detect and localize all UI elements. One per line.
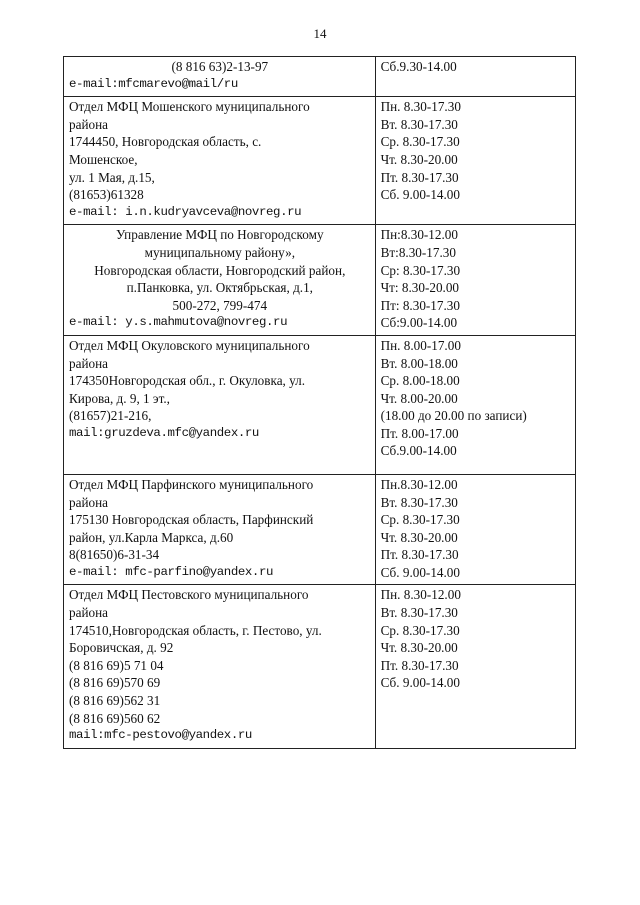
hours-line: (18.00 до 20.00 по записи) (380, 408, 527, 424)
office-line: 500-272, 799-474 (172, 297, 268, 313)
hours-line: Ср: 8.30-17.30 (380, 262, 461, 278)
office-line: (81657)21-216, (69, 408, 152, 424)
working-hours-cell (375, 57, 575, 97)
office-line: Кирова, д. 9, 1 эт., (69, 390, 170, 406)
hours-line: Чт. 8.30-20.00 (380, 529, 458, 545)
hours-line: Пн:8.30-12.00 (380, 227, 458, 243)
office-line: (8 816 69)570 69 (69, 675, 161, 691)
hours-line: Вт. 8.30-17.30 (380, 605, 458, 621)
page-number: 14 (313, 26, 327, 41)
hours-line: Вт. 8.00-18.00 (380, 355, 458, 371)
hours-line: Чт. 8.00-20.00 (380, 390, 458, 406)
hours-line: Вт:8.30-17.30 (380, 244, 456, 260)
hours-line: Ср. 8.00-18.00 (380, 373, 460, 389)
working-hours-cell (375, 474, 575, 585)
office-line: e-mail: i.n.kudryavceva@novreg.ru (69, 204, 302, 219)
office-line: Отдел МФЦ Парфинского муниципального (69, 476, 314, 492)
office-line: Отдел МФЦ Окуловского муниципального (69, 337, 310, 353)
office-line: район, ул.Карла Маркса, д.60 (69, 529, 234, 545)
office-contact-cell (64, 57, 376, 97)
office-line: 8(81650)6-31-34 (69, 547, 160, 563)
office-line: e-mail: mfc-parfino@yandex.ru (69, 564, 274, 579)
office-line: района (69, 494, 109, 510)
office-line: 175130 Новгородская область, Парфинский (69, 512, 314, 528)
hours-line: Чт. 8.30-20.00 (380, 640, 458, 656)
hours-line: Чт: 8.30-20.00 (380, 280, 460, 296)
table-row (64, 97, 576, 225)
office-line: mail:gruzdeva.mfc@yandex.ru (69, 425, 259, 440)
hours-line: Пт. 8.00-17.00 (380, 425, 459, 441)
office-contact-cell (64, 97, 376, 225)
office-line: муниципальному району», (144, 244, 295, 260)
office-line: района (69, 116, 109, 132)
hours-line: Пт. 8.30-17.30 (380, 169, 459, 185)
hours-line: Пт. 8.30-17.30 (380, 547, 459, 563)
office-line: Отдел МФЦ Пестовского муниципального (69, 587, 309, 603)
office-line: 1744450, Новгородская область, с. (69, 134, 262, 150)
working-hours-cell (375, 97, 575, 225)
office-line: (8 816 69)5 71 04 (69, 657, 164, 673)
hours-line: Сб. 9.00-14.00 (380, 564, 460, 580)
hours-line: Ср. 8.30-17.30 (380, 134, 460, 150)
office-line: mail:mfc-pestovo@yandex.ru (69, 728, 252, 743)
office-contact-cell (64, 585, 376, 748)
office-contact-cell (64, 335, 376, 474)
office-line: Боровичская, д. 92 (69, 640, 174, 656)
office-line: п.Панковка, ул. Октябрьская, д.1, (126, 280, 313, 296)
office-line: (8 816 63)2-13-97 (171, 59, 269, 74)
hours-line: Сб. 9.00-14.00 (380, 675, 460, 691)
hours-line: Сб:9.00-14.00 (380, 315, 458, 331)
hours-line: Пн. 8.30-17.30 (380, 99, 461, 115)
office-line: 174350Новгородская обл., г. Окуловка, ул. (69, 373, 306, 389)
hours-line: Вт. 8.30-17.30 (380, 116, 458, 132)
office-line: e-mail: y.s.mahmutova@novreg.ru (69, 315, 288, 330)
hours-line: Сб. 9.00-14.00 (380, 187, 460, 203)
table-row (64, 474, 576, 585)
hours-line: Сб.9.00-14.00 (380, 443, 457, 459)
working-hours-cell (375, 335, 575, 474)
table-row (64, 57, 576, 97)
office-line: Отдел МФЦ Мошенского муниципального (69, 99, 310, 115)
office-line: e-mail:mfcmarevo@mail/ru (69, 76, 238, 91)
working-hours-cell (375, 225, 575, 336)
table-row (64, 335, 576, 474)
hours-line: Пт. 8.30-17.30 (380, 657, 459, 673)
office-line: (8 816 69)560 62 (69, 710, 161, 726)
office-line: Новгородская области, Новгородский район, (94, 262, 346, 278)
office-line: Мошенское, (69, 151, 138, 167)
office-line: района (69, 355, 109, 371)
office-line: (8 816 69)562 31 (69, 693, 161, 709)
hours-line: Чт. 8.30-20.00 (380, 151, 458, 167)
hours-line: Пн. 8.00-17.00 (380, 337, 461, 353)
hours-line: Сб.9.30-14.00 (380, 59, 457, 74)
hours-line: Пн.8.30-12.00 (380, 476, 458, 492)
hours-line: Ср. 8.30-17.30 (380, 512, 460, 528)
hours-line: Ср. 8.30-17.30 (380, 622, 460, 638)
hours-line: Вт. 8.30-17.30 (380, 494, 458, 510)
table-row (64, 585, 576, 748)
mfc-offices-table (63, 56, 576, 749)
office-contact-cell (64, 474, 376, 585)
office-line: (81653)61328 (69, 187, 144, 203)
office-line: ул. 1 Мая, д.15, (69, 169, 155, 185)
office-line: Управление МФЦ по Новгородскому (116, 227, 324, 243)
hours-line: Пт: 8.30-17.30 (380, 297, 460, 313)
office-line: района (69, 605, 109, 621)
working-hours-cell (375, 585, 575, 748)
hours-line: Пн. 8.30-12.00 (380, 587, 461, 603)
table-row (64, 225, 576, 336)
office-line: 174510,Новгородская область, г. Пестово, ул. (69, 622, 322, 638)
office-contact-cell (64, 225, 376, 336)
